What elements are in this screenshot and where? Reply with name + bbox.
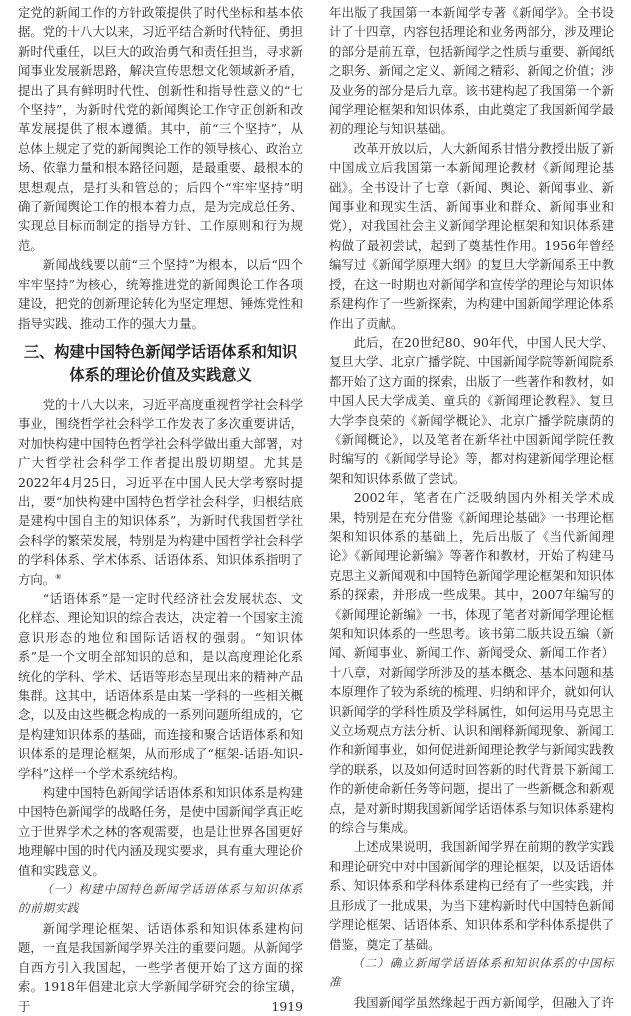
- footnote-marker: ⑧: [55, 572, 62, 581]
- paragraph: 我国新闻学虽然缘起于西方新闻学，但融入了许: [353, 994, 614, 1010]
- paragraph: [18, 395, 303, 589]
- paragraph: “话语体系”是一定时代经济社会发展状态、文化样态、理论知识的综合表达，决定着一个国家主流意识形态的地位和国际话语权的强弱。“知识体系”是一个文明全部知识的总和，是以高度理论化系统化的学科、学术、话语等形态呈现出来的精神产品集群。这其中，话语体系是由某一学科的一些相关概念，以及由这些概念构成的一系列问题所组成的，它是构建知识体系的基础，而连接和聚合话语体系和知识体系的是理论框架，从而形成了“框架-话语-知识-学科”这样一个学术系统结构。: [18, 590, 303, 781]
- section-heading-line: 三、构建中国特色新闻学话语体系和知识: [23, 342, 298, 361]
- section-heading-line: 体系的理论价值及实践意义: [69, 365, 252, 384]
- paragraph: 改革开放以后，人大新闻系甘惜分教授出版了新中国成立后我国第一本新闻理论教材《新闻理论基础》。全书设计了七章（新闻、舆论、新闻事业、新闻事业和现实生活、新闻事业和群众、新闻事业和党），对我国社会主义新闻学理论框架和知识体系建构做了最初尝试，起到了奠基性作用。1956年曾经编写过《新闻学原理大纲》的复旦大学新闻系王中教授，在这一时期也对新闻学和宣传学的理论与知识体系建构作了一些新探索，为构建中国新闻学理论体系作出了贡献。: [329, 140, 614, 331]
- paragraph: 2002年，笔者在广泛吸纳国内外相关学术成果，特别是在充分借鉴《新闻理论基础》一书理论框架和知识体系的基础上，先后出版了《当代新闻理论》《新闻理论新编》等著作和教材，开始了构建马克思主义新闻观和中国特色新闻学理论框架和知识体系的探索，并形成一些成果。其中，2007年编写的《新闻理论新编》一书，体现了笔者对新闻学理论框架和知识体系的一些思考。该书第二版共设五编（新闻、新闻事业、新闻工作、新闻受众、新闻工作者）十八章，对新闻学所涉及的基本概念、基本问题和基本原理作了较为系统的梳理、归纳和评介，就如何认识新闻学的学科性质及学科属性，如何运用马克思主义立场观点方法分析、认识和阐释新闻现象、新闻工作和新闻事业，如何促进新闻理论教学与新闻实践教学的联系，以及如何适时回答新的时代背景下新闻工作的新使命新任务等问题，提出了一些新概念和新观点，是对新时期我国新闻学话语体系与知识体系建构的综合与集成。: [329, 490, 614, 836]
- left-column: [18, 3, 303, 1016]
- subheading: （一）构建中国特色新闻学话语体系与知识体系的前期实践: [18, 883, 303, 916]
- paragraph: 年出版了我国第一本新闻学专著《新闻学》。全书设计了十四章，内容包括理论和业务两部分，涉及理论的部分是前五章，包括新闻学之性质与重要、新闻纸之职务、新闻之定义、新闻之精彩、新闻之价值；涉及业务的部分是后九章。该书建构起了我国第一个新闻学理论框架和知识体系，由此奠定了我国新闻学最初的理论与知识基础。: [329, 5, 614, 137]
- paragraph: 构建中国特色新闻学话语体系和知识体系是构建中国特色新闻学的战略任务，是使中国新闻学真正屹立于世界学术之林的客观需要，也是让世界各国更好地理解中国的时代内涵及现实要求，具有重大理论价值和实践意义。: [18, 785, 303, 878]
- paragraph: 新闻学理论框架、话语体系和知识体系建构问题，一直是我国新闻学界关注的重要问题。从新闻学自西方引入我国起，一些学者便开始了这方面的探索。1918年倡建北京大学新闻学研究会的徐宝璜，于1919: [18, 920, 303, 1014]
- paragraph: 定党的新闻工作的方针政策提供了时代坐标和基本依据。党的十八大以来，习近平结合新时代特征、勇担新时代重任，以巨大的政治勇气和责任担当，寻求新闻事业发展新思路，解决宣传思想文化领域新矛盾，提出了具有鲜明时代性、创新性和指导性意义的“七个坚持”，为新时代党的新闻舆论工作守正创新和改革发展提供了根本遵循。其中，前“三个坚持”，从总体上规定了党的新闻舆论工作的领导核心、政治立场、依靠力量和根本路径问题，是最重要、最根本的思想观点，是打头和管总的；后四个“牢牢坚持”明确了新闻舆论工作的根本着力点，是为完成总任务、实现总目标而制定的指导方针、工作原则和行为规范。: [18, 5, 303, 253]
- right-column: [329, 3, 614, 1012]
- subheading: （二）确立新闻学话语体系和知识体系的中国标准: [329, 956, 614, 990]
- section-heading: [18, 341, 303, 387]
- paragraph-text: 党的十八大以来，习近平高度重视哲学社会科学事业，围绕哲学社会科学工作发表了多次重要讲话，对加快构建中国特色哲学社会科学做出重大部署，对广大哲学社会科学工作者提出殷切期望。尤其是2022年4月25日，习近平在中国人民大学考察时提出，要“加快构建中国特色哲学社会科学，归根结底是建构中国自主的知识体系”，为新时代我国哲学社会科学的繁荣发展，特别是为构建中国哲学社会科学的学科体系、学术体系、话语体系、知识体系指明了方向。: [18, 396, 303, 587]
- paragraph: 上述成果说明，我国新闻学界在前期的教学实践和理论研究中对中国新闻学的理论框架，以及话语体系、知识体系和学科体系建构已经有了一些实践，并且形成了一批成果，为当下建构新时代中国特色新闻学理论框架、话语体系、知识体系和学科体系提供了借鉴，奠定了基础。: [329, 839, 614, 952]
- paragraph: 新闻战线要以前“三个坚持”为根本，以后“四个牢牢坚持”为核心，统筹推进党的新闻舆论工作各项建设，把党的创新理论转化为坚定理想、锤炼党性和指导实践、推动工作的强大力量。: [18, 257, 303, 331]
- paragraph: 此后，在20世纪80、90年代，中国人民大学、复旦大学、北京广播学院、中国新闻学院等新闻院系都开始了这方面的探索，出版了一些著作和教材，如中国人民大学成美、童兵的《新闻理论教程》、复旦大学李良荣的《新闻学概论》、北京广播学院康荫的《新闻概论》，以及笔者在新华社中国新闻学院任教时编写的《新闻学导论》等，都对构建新闻学理论框架和知识体系做了尝试。: [329, 334, 614, 486]
